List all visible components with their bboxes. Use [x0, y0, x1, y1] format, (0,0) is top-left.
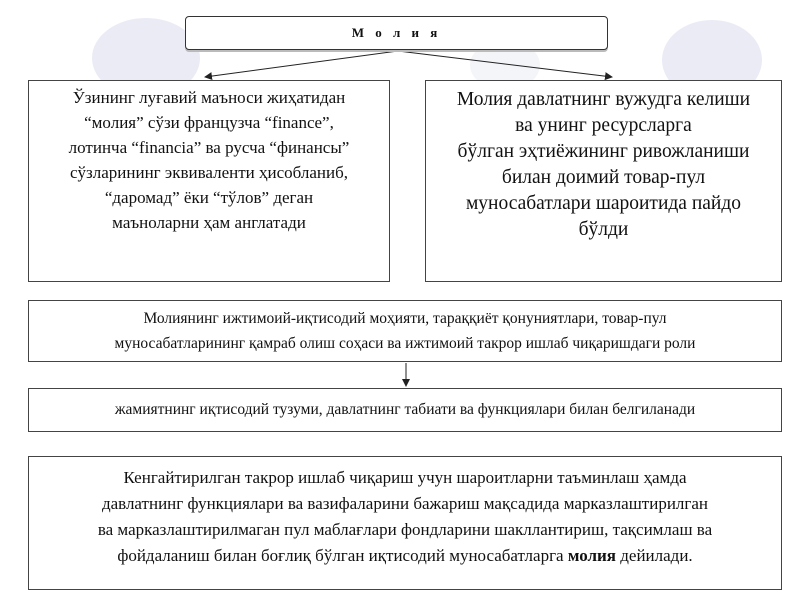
definition-line-last	[39, 543, 771, 569]
definition-line: ва марказлаштирилмаган пул маблағлари фондларини шакллантириш, тақсимлаш ва	[97, 520, 713, 539]
etymology-line: маъноларни ҳам англатади	[112, 213, 306, 232]
definition-line-suffix: дейилади.	[620, 546, 693, 565]
etymology-line: лотинча “financia” ва русча “финансы”	[68, 138, 350, 157]
etymology-box	[28, 80, 390, 282]
essence-box	[28, 300, 782, 362]
arrow-to-left-box	[205, 51, 398, 77]
origin-box	[425, 80, 782, 282]
arrow-to-right-box	[398, 51, 612, 77]
title-box	[185, 16, 608, 50]
etymology-line: сўзларининг эквиваленти ҳисобланиб,	[70, 163, 348, 182]
origin-line: ва унинг ресурсларга	[515, 115, 692, 136]
etymology-line: Ўзининг луғавий маъноси жиҳатидан	[72, 88, 346, 107]
origin-line: Молия давлатнинг вужудга келиши	[456, 89, 751, 110]
origin-line: билан доимий товар-пул	[501, 167, 706, 188]
origin-line: бўлган эҳтиёжининг ривожланиши	[457, 141, 750, 162]
etymology-line: “молия” сўзи французча “finance”,	[84, 113, 334, 132]
origin-line: муносабатлари шароитида пайдо	[465, 193, 742, 214]
definition-box	[28, 456, 782, 590]
determination-box	[28, 388, 782, 432]
origin-line: бўлди	[578, 219, 629, 240]
definition-line-prefix: фойдаланиш билан боғлиқ бўлган иқтисодий муносабатларга	[117, 546, 564, 565]
definition-line: давлатнинг функциялари ва вазифаларини бажариш мақсадида марказлаштирилган	[101, 494, 709, 513]
definition-line: Кенгайтирилган такрор ишлаб чиқариш учун шароитларни таъминлаш ҳамда	[123, 468, 687, 487]
essence-line: Молиянинг ижтимоий-иқтисодий моҳияти, тараққиёт қонуниятлари, товар-пул	[143, 310, 667, 327]
definition-keyword: молия	[567, 546, 617, 565]
essence-line: муносабатларининг қамраб олиш соҳаси ва ижтимоий такрор ишлаб чиқаришдаги роли	[114, 335, 696, 352]
determination-text: жамиятнинг иқтисодий тузуми, давлатнинг табиати ва функциялари билан белгиланади	[114, 401, 696, 418]
diagram-title: М о л и я	[351, 25, 442, 40]
etymology-line: “даромад” ёки “тўлов” деган	[104, 188, 314, 207]
